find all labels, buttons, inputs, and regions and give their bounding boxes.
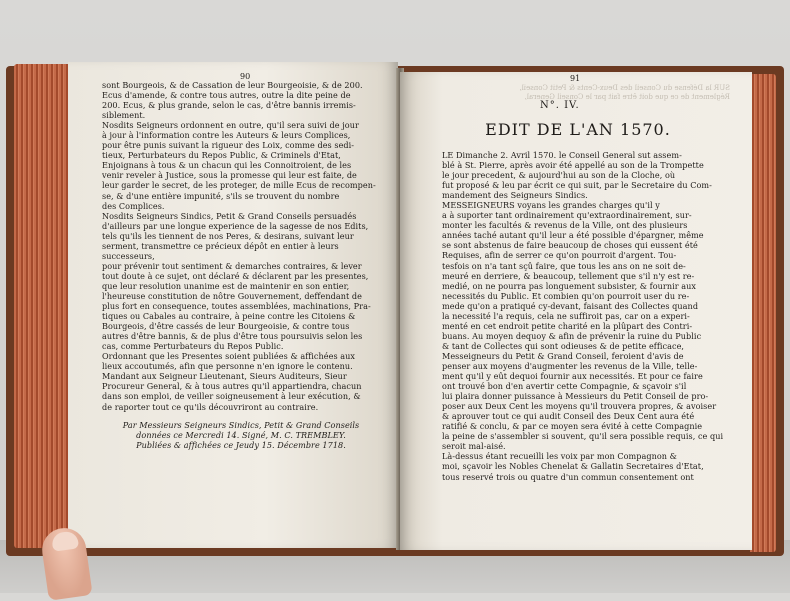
text-line: le jour precedent, & aujourd'hui au son de la Cloche, où (442, 170, 676, 181)
text-line: pour prévenir tout sentiment & demarches contraires, & lever (102, 260, 362, 271)
right-page-number: 91 (570, 74, 581, 83)
text-line: pour être punis suivant la rigueur des Loix, comme des sedi- (102, 140, 355, 151)
text-line: monter les facultés & revenus de la Ville, ont des plusieurs (442, 220, 688, 231)
text-line: MESSEIGNEURS voyans les grandes charges qu'il y (442, 200, 660, 211)
text-line: dans son emploi, de veiller soigneusement à leur exécution, & (102, 391, 361, 402)
text-line: tout doute à ce sujet, ont déclaré & déclarent par les presentes, (102, 270, 369, 281)
text-line: blé à St. Pierre, après avoir été appellé au son de la Trompette (442, 160, 704, 171)
text-line: lui plaira donner puissance à Messieurs du Petit Conseil de pro- (442, 391, 709, 402)
text-line: lieux accoutumés, afin que personne n'en ignore le contenu. (102, 361, 353, 372)
text-line: tiques ou Cabales au contraire, à peine contre les Citoiens & (102, 311, 356, 322)
text-line: l'heureuse constitution de nôtre Gouvernement, deffendant de (102, 290, 362, 301)
text-line: tesfois on n'a tant sçû faire, que tous les ans on ne soit de- (442, 260, 686, 271)
text-line: sont Bourgeois, & de Cassation de leur Bourgeoisie, & de 200. (102, 80, 363, 90)
text-line: tieux, Perturbateurs du Repos Public, & Criminels d'Etat, (102, 150, 341, 161)
right-page-text (442, 150, 734, 482)
text-line: a à suporter tant ordinairement qu'extraordinairement, sur- (442, 210, 692, 221)
text-line: Ecus d'amende, & contre tous autres, outre la dite peine de (102, 90, 351, 101)
text-line: menté en cet endroit petite charité en la plûpart des Contri- (442, 320, 693, 331)
text-line: moi, sçavoir les Nobles Chenelat & Gallatin Secretaires d'Etat, (442, 461, 704, 472)
text-line: cas, comme Perturbateurs du Repos Public. (102, 341, 284, 352)
text-line: Nosdits Seigneurs ordonnent en outre, qu'il sera suivi de jour (102, 120, 359, 131)
text-line: Enjoignans à tous & un chacun qui les Connoitroient, de les (102, 160, 352, 171)
bleed-through-text: SUR la Défense du Conseil des Deux-Cents & Petit Conseil, Réglement de ce que doit être fait par le Conseil General, (519, 84, 730, 101)
text-line: des Complices. (102, 200, 165, 211)
left-page-signature (102, 420, 380, 450)
edict-number: N°. IV. (540, 100, 580, 111)
signature-line: Publiées & affichées ce Jeudy 15. Décembre 1718. (136, 439, 346, 450)
text-line: ratifié & conclu, & par ce moyen sera évité à cette Compagnie (442, 421, 703, 432)
left-page-lines (102, 80, 380, 412)
text-line: Ordonnant que les Presentes soient publiées & affichées aux (102, 351, 356, 362)
text-line: 200. Ecus, & plus grande, selon le cas, d'être bannis irremis- (102, 100, 356, 111)
text-line: leur garder le secret, de les proteger, de mille Ecus de recompen- (102, 180, 376, 191)
text-line: & aprouver tout ce qui audit Conseil des Deux Cent aura été (442, 411, 695, 422)
text-line: LE Dimanche 2. Avril 1570. le Conseil General sut assem- (442, 150, 682, 160)
edict-title: EDIT DE L'AN 1570. (485, 120, 671, 139)
text-line: d'ailleurs par une longue experience de la sagesse de nos Edits, (102, 220, 369, 231)
text-line: fut proposé & leu par écrit ce qui suit, par le Secretaire du Com- (442, 180, 712, 191)
text-line: poser aux Deux Cent les moyens qu'il trouvera propres, & avoiser (442, 401, 717, 412)
text-line: seroit mal-aisé. (442, 441, 506, 452)
text-line: Procureur General, & à tous autres qu'il appartiendra, chacun (102, 381, 362, 392)
text-line: necessités du Public. Et combien qu'on pourroit user du re- (442, 290, 690, 301)
text-line: Bourgeois, d'être cassés de leur Bourgeoisie, & contre tous (102, 321, 350, 332)
text-line: se sont abstenus de faire beaucoup de choses qui eussent été (442, 240, 698, 251)
text-line: se, & d'une entière impunité, s'ils se trouvent du nombre (102, 190, 340, 201)
text-line: siblement. (102, 110, 146, 121)
text-line: medié, on ne pourra pas longuement subsister, & fournir aux (442, 280, 697, 291)
right-page-edges (750, 74, 776, 552)
text-line: que leur resolution unanime est de maintenir en son entier, (102, 280, 350, 291)
text-line: Nosdits Seigneurs Sindics, Petit & Grand Conseils persuadés (102, 210, 357, 221)
text-line: penser aux moyens d'augmenter les revenus de la Ville, telle- (442, 360, 698, 371)
text-line: autres d'être bannis, & de plus d'être tous poursuivis selon les (102, 331, 363, 342)
left-page-edges (14, 64, 72, 548)
text-line: buans. Au moyen dequoy & afin de prévenir la ruine du Public (442, 330, 702, 341)
text-line: serment, transmettre ce précieux dépôt en entier à leurs successeurs, (102, 240, 339, 261)
signature-line: données ce Mercredi 14. Signé, M. C. TREMBLEY. (136, 429, 346, 440)
text-line: Mandant aux Seigneur Lieutenant, Sieurs Auditeurs, Sieur (102, 371, 347, 382)
text-line: à jour à l'information contre les Auteurs & leurs Complices, (102, 130, 351, 141)
left-page-text (102, 80, 380, 450)
text-line: tous reservé trois ou quatre d'un commun consentement ont (442, 471, 694, 482)
right-page-lines (442, 150, 734, 482)
text-line: mede qu'on a pratiqué cy-devant, faisant des Collectes quand (442, 300, 699, 311)
text-line: & tant de Collectes qui sont odieuses & de petite efficace, (442, 340, 685, 351)
open-book (6, 60, 784, 556)
text-line: venir reveler à Justice, sous la promesse qui leur est faite, de (102, 170, 357, 181)
text-line: années taché autant qu'il leur a été possible d'épargner, même (442, 230, 704, 241)
left-page (68, 62, 398, 548)
text-line: la necessité l'a requis, cela ne suffiroit pas, car on a experi- (442, 310, 690, 321)
text-line: ont trouvé bon d'en avertir cette Compagnie, & sçavoir s'il (442, 381, 687, 392)
text-line: la peine de s'assembler si souvent, qu'il sera possible requis, ce qui (442, 431, 724, 442)
text-line: Là-dessus étant recueilli les voix par mon Compagnon & (442, 451, 677, 462)
text-line: ment qu'il y eût dequoi fournir aux necessités. Et pour ce faire (442, 371, 703, 382)
text-line: plus fort en consequence, toutes assemblées, machinations, Pra- (102, 301, 371, 312)
text-line: de raporter tout ce qu'ils découvriront au contraire. (102, 401, 319, 412)
text-line: mandement des Seigneurs Sindics. (442, 190, 588, 201)
text-line: Requises, afin de serrer ce qu'on pourroit d'argent. Tou- (442, 250, 677, 261)
left-page-number: 90 (240, 72, 251, 81)
text-line: tels qu'ils les tiennent de nos Peres, & desirans, suivant leur (102, 230, 354, 241)
text-line: Messeigneurs du Petit & Grand Conseil, feroient d'avis de (442, 350, 684, 361)
right-page (400, 72, 752, 550)
signature-line: Par Messieurs Seigneurs Sindics, Petit & Grand Conseils (122, 419, 360, 430)
text-line: meuré en derriere, & beaucoup, tellement que s'il n'y est re- (442, 270, 695, 281)
